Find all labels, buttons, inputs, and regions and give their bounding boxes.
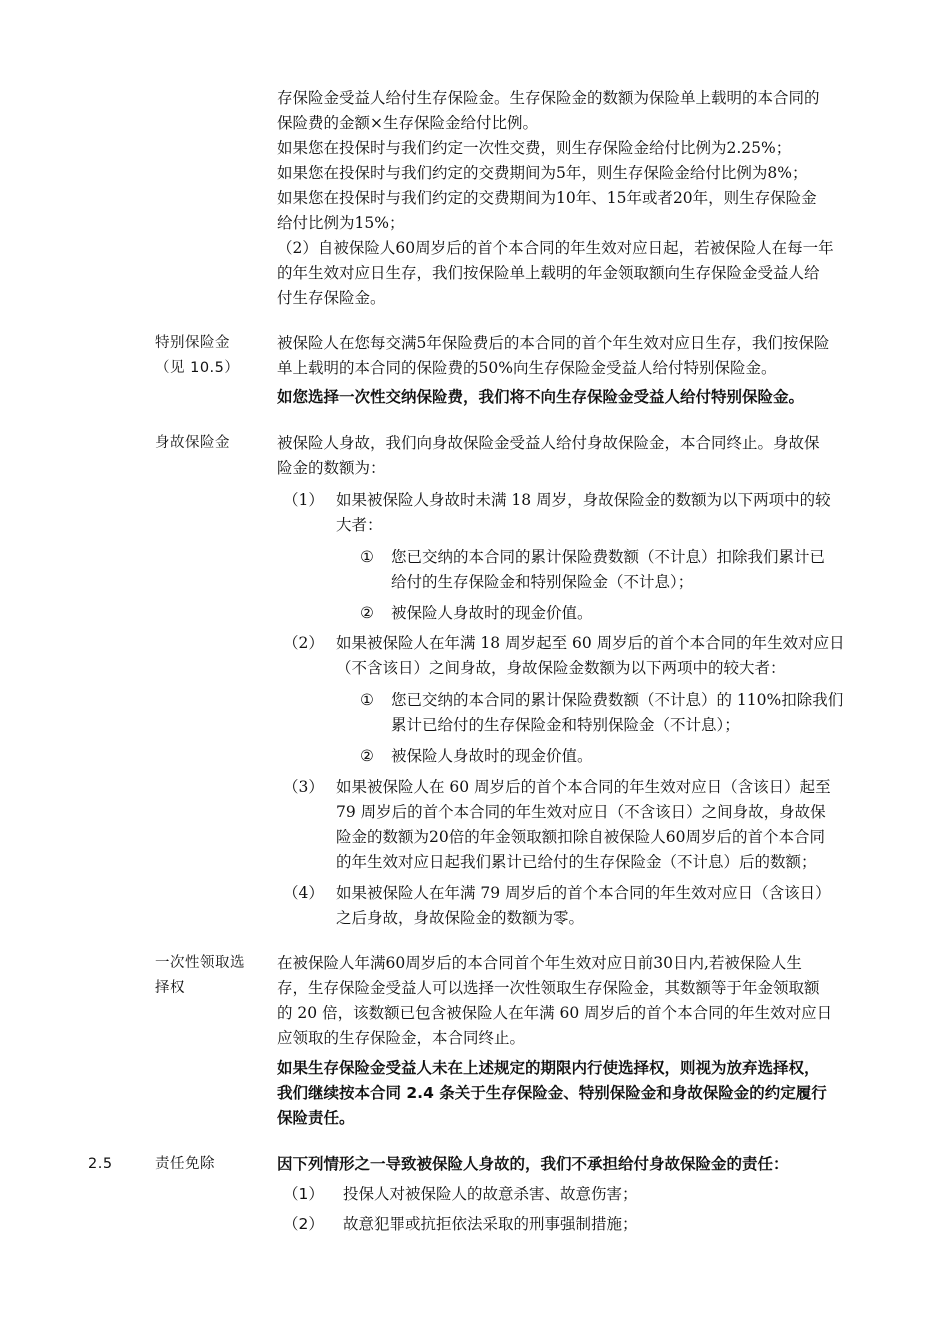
text-line: 如果您在投保时与我们约定一次性交费，则生存保险金给付比例为2.25%； xyxy=(277,139,792,157)
text-line: 如果您在投保时与我们约定的交费期间为5年，则生存保险金给付比例为8%； xyxy=(277,164,808,182)
text-line: 您已交纳的本合同的累计保险费数额（不计息）的 110%扣除我们 xyxy=(391,691,844,709)
text-line: 被保险人身故时的现金价值。 xyxy=(391,747,593,765)
sub-marker: ② xyxy=(360,747,374,765)
text-line: 存，生存保险金受益人可以选择一次性领取生存保险金，其数额等于年金领取额 xyxy=(277,979,820,997)
bold-notice: 我们继续按本合同 2.4 条关于生存保险金、特别保险金和身故保险金的约定履行 xyxy=(277,1084,827,1102)
text-line: 单上载明的本合同的保险费的50%向生存保险金受益人给付特别保险金。 xyxy=(277,359,777,377)
list-number: （2） xyxy=(283,1215,324,1233)
text-line: 如果被保险人在年满 79 周岁后的首个本合同的年生效对应日（含该日） xyxy=(336,884,831,902)
list-item-text: 投保人对被保险人的故意杀害、故意伤害； xyxy=(343,1185,638,1203)
text-line: 被保险人在您每交满5年保险费后的本合同的首个年生效对应日生存，我们按保险 xyxy=(277,334,830,352)
section-number: 2.5 xyxy=(88,1156,113,1172)
text-line: 的 20 倍，该数额已包含被保险人在年满 60 周岁后的首个本合同的年生效对应日 xyxy=(277,1004,833,1022)
text-line: 险金的数额为20倍的年金领取额扣除自被保险人60周岁后的首个本合同 xyxy=(336,828,825,846)
text-line: （2）自被保险人60周岁后的首个本合同的年生效对应日起，若被保险人在每一年 xyxy=(277,239,834,257)
section-label: 身故保险金 xyxy=(155,435,230,451)
text-line: 给付的生存保险金和特别保险金（不计息）； xyxy=(391,573,694,591)
bold-notice: 保险责任。 xyxy=(277,1109,355,1127)
section-label: 特别保险金 xyxy=(155,335,230,351)
text-line: 存保险金受益人给付生存保险金。生存保险金的数额为保险单上载明的本合同的 xyxy=(277,89,820,107)
text-line: 付生存保险金。 xyxy=(277,289,386,307)
sub-marker: ② xyxy=(360,604,374,622)
text-line: 给付比例为15%； xyxy=(277,214,405,232)
text-line: 应领取的生存保险金，本合同终止。 xyxy=(277,1029,526,1047)
list-number: （2） xyxy=(283,634,324,652)
text-line: 79 周岁后的首个本合同的年生效对应日（不含该日）之间身故，身故保 xyxy=(336,803,826,821)
section-label: 一次性领取选 xyxy=(155,955,245,971)
text-line: 在被保险人年满60周岁后的本合同首个年生效对应日前30日内,若被保险人生 xyxy=(277,954,802,972)
text-line: 如果被保险人在年满 18 周岁起至 60 周岁后的首个本合同的年生效对应日 xyxy=(336,634,845,652)
text-line: 累计已给付的生存保险金和特别保险金（不计息）； xyxy=(391,716,740,734)
text-line: 保险费的金额×生存保险金给付比例。 xyxy=(277,114,538,132)
text-line: 被保险人身故时的现金价值。 xyxy=(391,604,593,622)
text-line: 如果您在投保时与我们约定的交费期间为10年、15年或者20年，则生存保险金 xyxy=(277,189,817,207)
list-number: （1） xyxy=(283,491,324,509)
text-line: 大者： xyxy=(336,516,383,534)
text-line: 险金的数额为： xyxy=(277,459,386,477)
list-number: （3） xyxy=(283,778,324,796)
text-line: 如果被保险人在 60 周岁后的首个本合同的年生效对应日（含该日）起至 xyxy=(336,778,831,796)
list-item-text: 故意犯罪或抗拒依法采取的刑事强制措施； xyxy=(343,1215,638,1233)
list-number: （1） xyxy=(283,1185,324,1203)
section-label-ref: （见 10.5） xyxy=(155,360,240,376)
text-line: 的年生效对应日起我们累计已给付的生存保险金（不计息）后的数额； xyxy=(336,853,817,871)
section-label: 责任免除 xyxy=(155,1156,215,1172)
bold-notice: 如果生存保险金受益人未在上述规定的期限内行使选择权，则视为放弃选择权， xyxy=(277,1059,820,1077)
text-line: 之后身故，身故保险金的数额为零。 xyxy=(336,909,585,927)
sub-marker: ① xyxy=(360,548,374,566)
bold-notice: 因下列情形之一导致被保险人身故的，我们不承担给付身故保险金的责任： xyxy=(277,1155,789,1173)
bold-notice: 如您选择一次性交纳保险费，我们将不向生存保险金受益人给付特别保险金。 xyxy=(277,388,805,406)
sub-marker: ① xyxy=(360,691,374,709)
list-number: （4） xyxy=(283,884,324,902)
text-line: 被保险人身故，我们向身故保险金受益人给付身故保险金，本合同终止。身故保 xyxy=(277,434,820,452)
text-line: （不含该日）之间身故，身故保险金数额为以下两项中的较大者： xyxy=(336,659,786,677)
text-line: 的年生效对应日生存，我们按保险单上载明的年金领取额向生存保险金受益人给 xyxy=(277,264,820,282)
text-line: 如果被保险人身故时未满 18 周岁，身故保险金的数额为以下两项中的较 xyxy=(336,491,831,509)
text-line: 您已交纳的本合同的累计保险费数额（不计息）扣除我们累计已 xyxy=(391,548,826,566)
section-label: 择权 xyxy=(155,980,185,996)
